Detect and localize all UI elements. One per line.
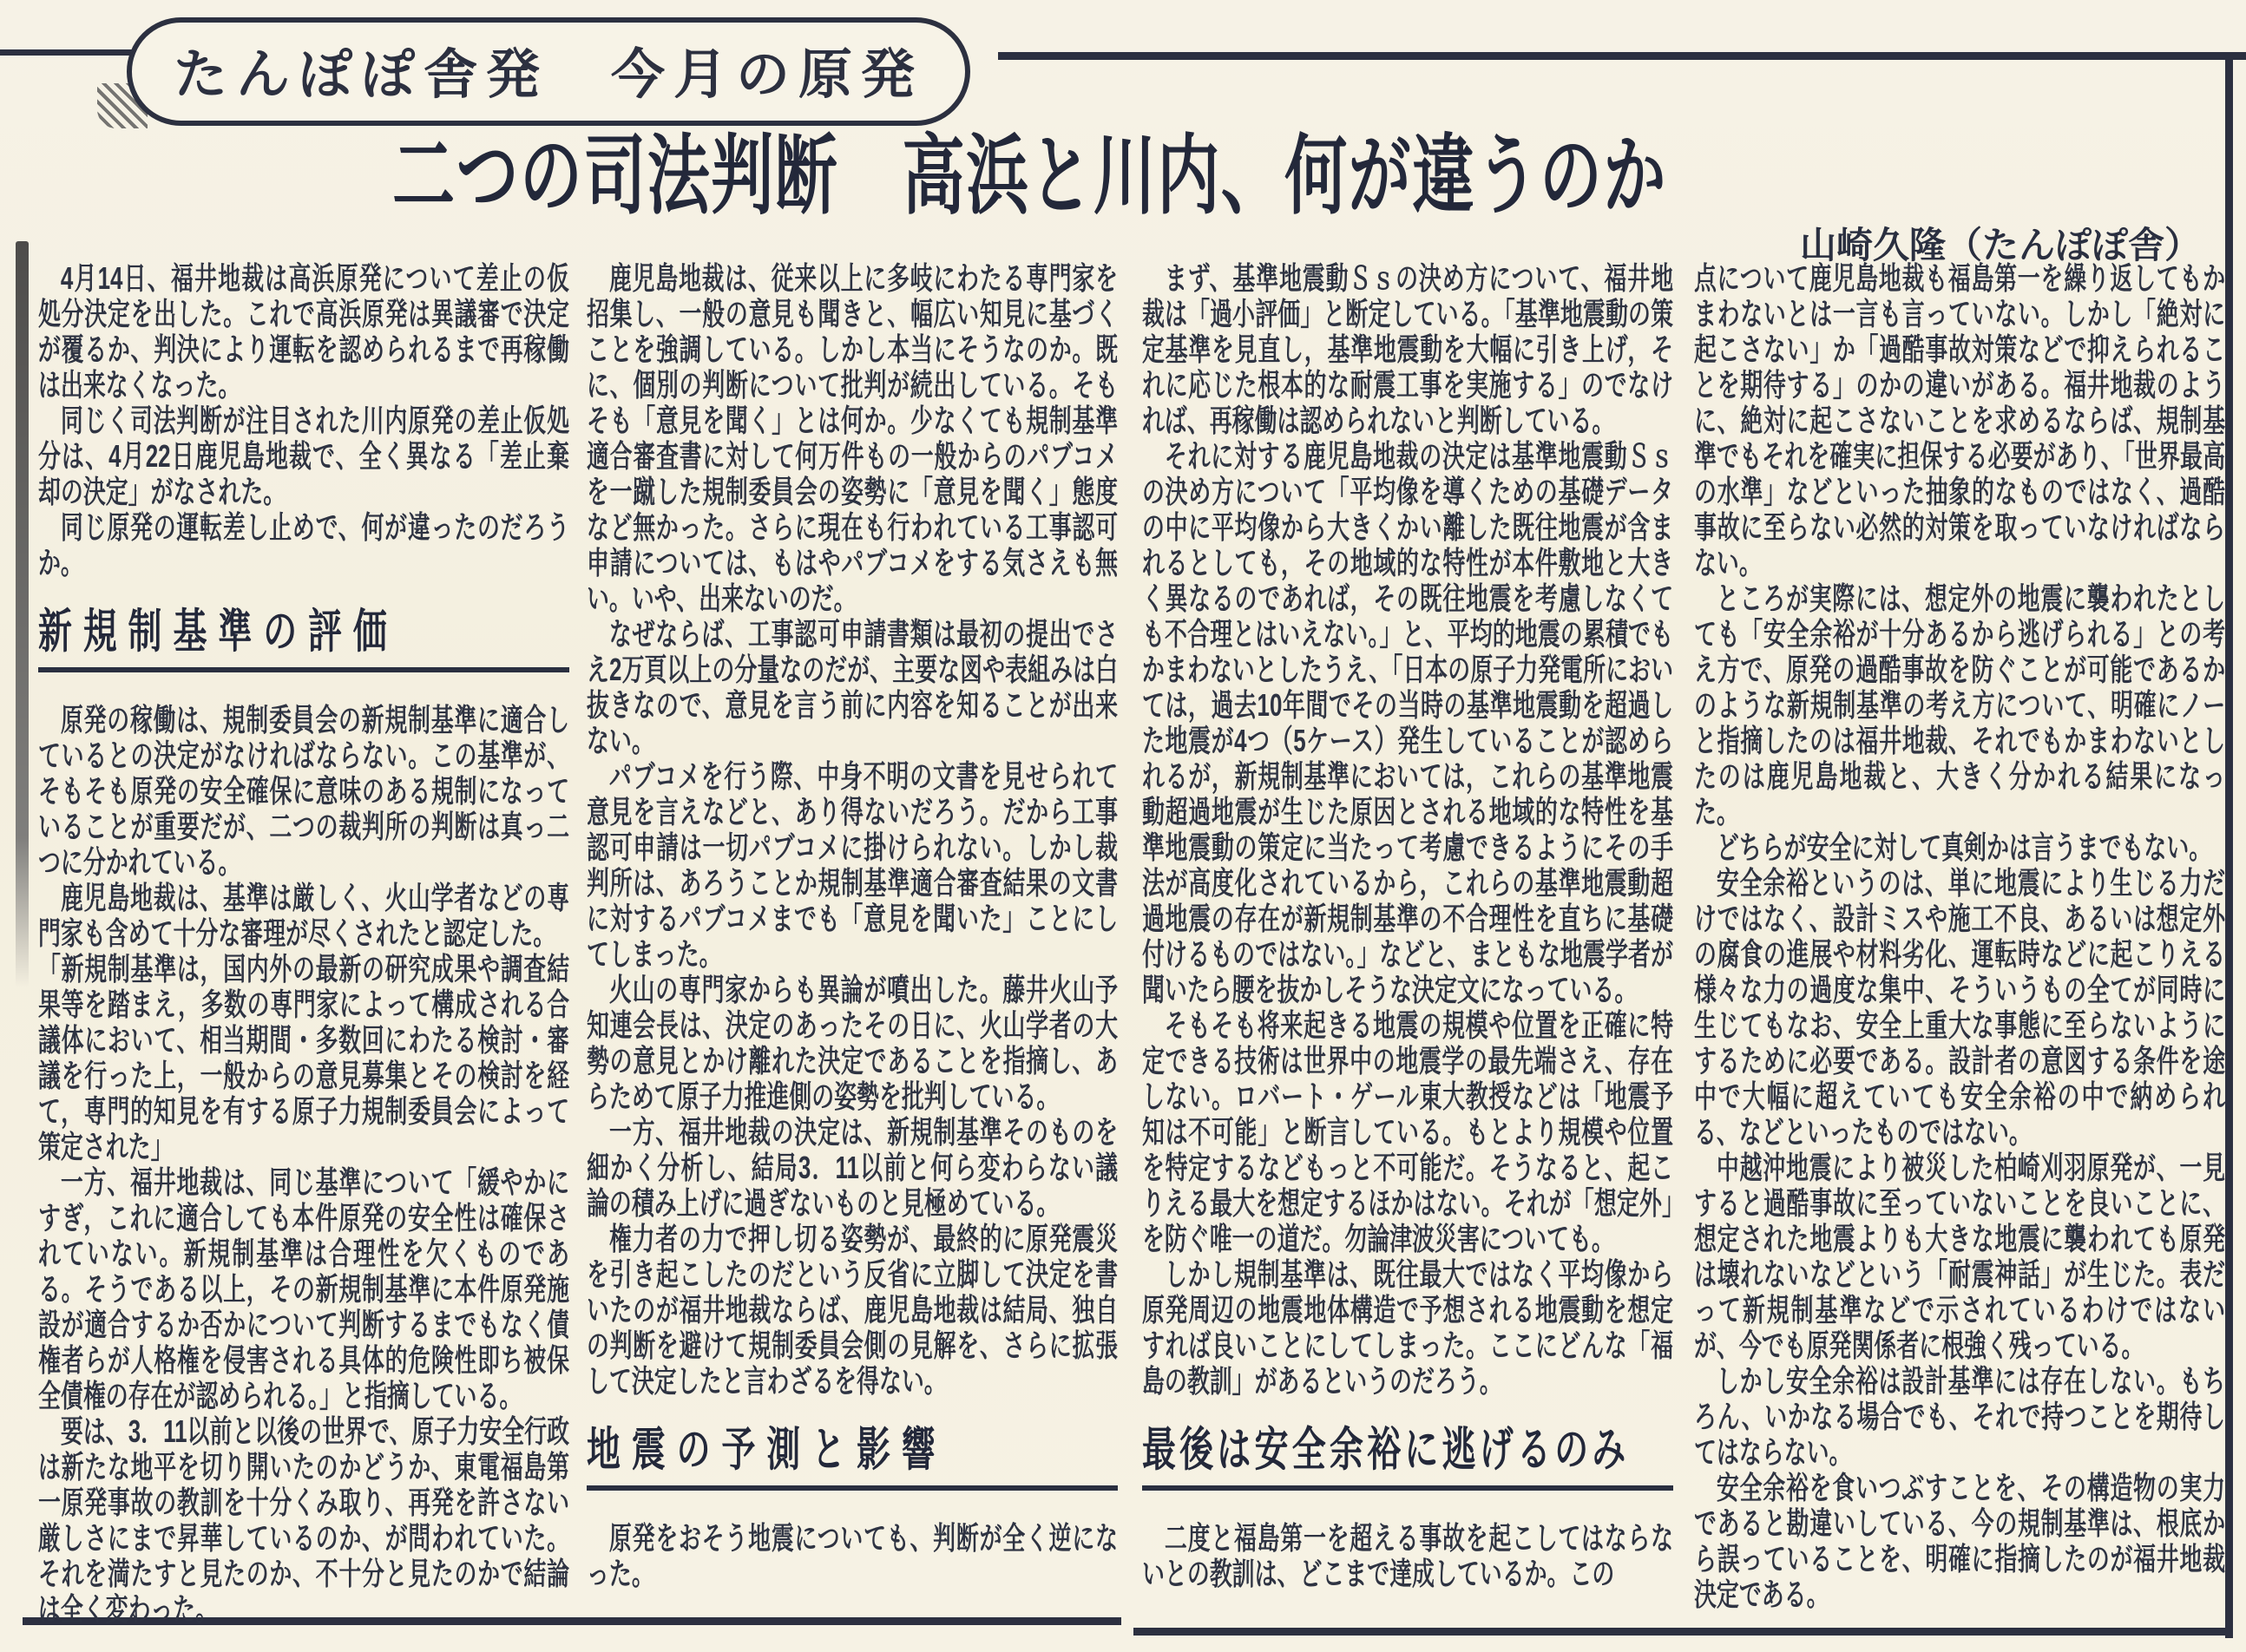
paragraph-quote: 「新規制基準は，国内外の最新の研究成果や調査結果等を踏まえ，多数の専門家によって構成される合議体において、相当期間・多数回にわたる検討・審議を行った上，一般からの意見募集とその検討を経て，専門的知見を有する原子力規制委員会によって策定された」	[38, 951, 569, 1165]
paragraph: それに対する鹿児島地裁の決定は基準地震動Ｓｓの決め方について「平均像を導くための基礎データの中に平均像から大きくかい離した既往地震が含まれるとしても，その地域的な特性が本件敷地と大きく異なるのであれば，その既往地震を考慮しなくても不合理とはいえない。」と、平均的地震の累積でもかまわないとしたうえ、「日本の原子力発電所においては，過去10年間でその当時の基準地震動を超過した地震が4つ（5ケース）発生していることが認められるが，新規制基準においては，これらの基準地震動超過地震が生じた原因とされる地域的な特性を基準地震動の策定に当たって考慮できるようにその手法が高度化されているから，これらの基準地震動超過地震の存在が新規制基準の不合理性を直ちに基礎付けるものではない。」などと、まともな地震学者が聞いたら腰を抜かしそうな決定文になっている。	[1142, 438, 1673, 1007]
paragraph: 原発の稼働は、規制委員会の新規制基準に適合しているとの決定がなければならない。この基準が、そもそも原発の安全確保に意味のある規制になっていることが重要だが、二つの裁判所の判断は真っ二つに分かれている。	[38, 702, 570, 881]
paragraph: どちらが安全に対して真剣かは言うまでもない。	[1716, 829, 2212, 865]
article-column-4	[1694, 260, 2225, 1612]
scan-edge-artifact	[16, 241, 29, 987]
masthead-rule-left	[0, 49, 132, 56]
article-byline: 山崎久隆（たんぽぽ舎）	[1799, 225, 2201, 266]
paragraph: 要は、3．11以前と以後の世界で、原子力安全行政は新たな地平を切り開いたのかどうか、東電福島第一原発事故の教訓を十分くみ取り、再発を許さない厳しさにまで昇華しているのか、が問われていた。それを満たすと見たのか、不十分と見たのかで結論は全く変わった。	[38, 1413, 570, 1628]
paragraph: 4月14日、福井地裁は高浜原発について差止の仮処分決定を出した。これで高浜原発は異議審で決定が覆るか、判決により運転を認められるまで再稼働は出来なくなった。	[38, 260, 570, 403]
paragraph: 権力者の力で押し切る姿勢が、最終的に原発震災を引き起こしたのだという反省に立脚して決定を書いたのが福井地裁ならば、鹿児島地裁は結局、独自の判断を避けて規制委員会側の見解を、さらに拡張して決定したと言わざるを得ない。	[587, 1221, 1118, 1399]
article-column-2	[587, 260, 1118, 1591]
paragraph: 二度と福島第一を超える事故を起こしてはならないとの教訓は、どこまで達成しているか。この	[1142, 1520, 1673, 1592]
paragraph: 一方、福井地裁の決定は、新規制基準そのものを細かく分析し、結局3．11以前と何ら変わらない議論の積み上げに過ぎないものと見極めている。	[587, 1114, 1118, 1221]
section-heading-earthquake-prediction: 地震の予測と影響	[587, 1423, 1118, 1491]
paragraph: 安全余裕というのは、単に地震により生じる力だけではなく、設計ミスや施工不良、あるいは想定外の腐食の進展や材料劣化、運転時などに起こりえる様々な力の過度な集中、そういうもの全てが同時に生じてもなお、安全上重大な事態に至らないようにするために必要である。設計者の意図する条件を途中で大幅に超えていても安全余裕の中で納められる、などといったものではない。	[1694, 865, 2225, 1150]
article-title: 二つの司法判断 高浜と川内、何が違うのか	[392, 128, 1667, 225]
masthead-badge: たんぽぽ舎発 今月の原発	[127, 17, 970, 126]
paragraph: 鹿児島地裁は、基準は厳しく、火山学者などの専門家も含めて十分な審理が尽くされたと認定した。	[38, 880, 570, 952]
paragraph: 同じく司法判断が注目された川内原発の差止仮処分は、4月22日鹿児島地裁で、全く異なる「差止棄却の決定」がなされた。	[38, 403, 570, 509]
paragraph: まず、基準地震動Ｓｓの決め方について、福井地裁は「過小評価」と断定している。「基準地震動の策定基準を見直し，基準地震動を大幅に引き上げ，それに応じた根本的な耐震工事を実施する」のでなければ、再稼働は認められないと判断している。	[1142, 260, 1673, 438]
masthead-rule-right	[998, 52, 2246, 60]
article-column-1	[38, 260, 569, 1627]
paragraph: しかし安全余裕は設計基準には存在しない。もちろん、いかなる場合でも、それで持つことを期待してはならない。	[1694, 1363, 2225, 1470]
paragraph: パブコメを行う際、中身不明の文書を見せられて意見を言えなどと、あり得ないだろう。だから工事認可申請は一切パブコメに掛けられない。しかし裁判所は、あろうことか規制基準適合審査結果の文書に対するパブコメまでも「意見を聞いた」ことにしてしまった。	[587, 758, 1118, 972]
page-border-right	[2225, 52, 2233, 1638]
paragraph: しかし規制基準は、既往最大ではなく平均像から原発周辺の地震地体構造で予想される地震動を想定すれば良いことにしてしまった。ここにどんな「福島の教訓」があるというのだろう。	[1142, 1256, 1673, 1399]
paragraph: 中越沖地震により被災した柏崎刈羽原発が、一見すると過酷事故に至っていないことを良いことに、想定された地震よりも大きな地震に襲われても原発は壊れないなどという「耐震神話」が生じた。表だって新規制基準などで示されているわけではないが、今でも原発関係者に根強く残っている。	[1694, 1150, 2225, 1363]
paragraph: なぜならば、工事認可申請書類は最初の提出でさえ2万頁以上の分量なのだが、主要な図や表組みは白抜きなので、意見を言う前に内容を知ることが出来ない。	[587, 616, 1118, 758]
article-column-3	[1142, 260, 1673, 1591]
section-heading-safety-margin: 最後は安全余裕に逃げるのみ	[1142, 1423, 1673, 1491]
paragraph: 一方、福井地裁は、同じ基準について「緩やかにすぎ，これに適合しても本件原発の安全性は確保されていない。新規制基準は合理性を欠くものである。そうである以上，その新規制基準に本件原発施設が適合するか否かについて判断するまでもなく債権者らが人格権を侵害される具体的危険性即ち被保全債権の存在が認められる。」と指摘している。	[38, 1164, 570, 1414]
paragraph-continuation: 点について鹿児島地裁も福島第一を繰り返してもかまわないとは一言も言っていない。しかし「絶対に起こさない」か「過酷事故対策などで抑えられることを期待する」のかの違いがある。福井地裁のように、絶対に起こさないことを求めるならば、規制基準でもそれを確実に担保する必要があり、「世界最高の水準」などといった抽象的なものではなく、過酷事故に至らない必然的対策を取っていなければならない。	[1694, 260, 2225, 580]
paragraph: 原発をおそう地震についても、判断が全く逆になった。	[587, 1520, 1118, 1592]
paragraph: 安全余裕を食いつぶすことを、その構造物の実力であると勘違いしている、今の規制基準は、根底から誤っていることを、明確に指摘したのが福井地裁決定である。	[1694, 1470, 2225, 1612]
paragraph: そもそも将来起きる地震の規模や位置を正確に特定できる技術は世界中の地震学の最先端さえ、存在しない。ロバート・ゲール東大教授などは「地震予知は不可能」と断言している。もとより規模や位置を特定するなどもっと不可能だ。そうなると、起こりえる最大を想定するほかはない。それが「想定外」を防ぐ唯一の道だ。勿論津波災害についても。	[1142, 1007, 1673, 1256]
page-rule-bottom-right	[1133, 1628, 2229, 1636]
paragraph: 鹿児島地裁は、従来以上に多岐にわたる専門家を招集し、一般の意見も聞きと、幅広い知見に基づくことを強調している。しかし本当にそうなのか。既に、個別の判断について批判が続出している。そもそも「意見を聞く」とは何か。少なくても規制基準適合審査書に対して何万件もの一般からのパブコメを一蹴した規制委員会の姿勢に「意見を聞く」態度など無かった。さらに現在も行われている工事認可申請については、もはやパブコメをする気さえも無い。いや、出来ないのだ。	[587, 260, 1118, 616]
paragraph: 火山の専門家からも異論が噴出した。藤井火山予知連会長は、決定のあったその日に、火山学者の大勢の意見とかけ離れた決定であることを指摘し、あらためて原子力推進側の姿勢を批判している。	[587, 972, 1118, 1114]
paragraph: 同じ原発の運転差し止めで、何が違ったのだろうか。	[38, 509, 570, 580]
section-heading-new-regulation: 新規制基準の評価	[38, 605, 569, 672]
paragraph: ところが実際には、想定外の地震に襲われたとしても「安全余裕が十分あるから逃げられる」との考え方で、原発の過酷事故を防ぐことが可能であるかのような新規制基準の考え方について、明確にノーと指摘したのは福井地裁、それでもかまわないとしたのは鹿児島地裁と、大きく分かれる結果になった。	[1694, 580, 2225, 829]
